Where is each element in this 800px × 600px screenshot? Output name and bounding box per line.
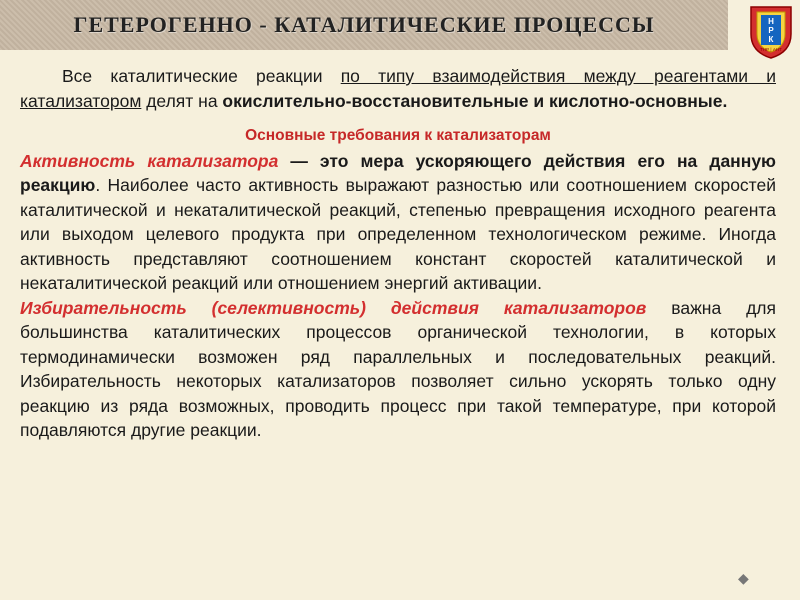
selectivity-term: Избирательность (селективность) действия катализаторов <box>20 297 647 318</box>
selectivity-paragraph: Избирательность (селективность) действия катализаторов важна для большинства каталитических процессов органической технологии, в которых термодинамически возможен ряд параллельных и последовательных реакций. Избирательность некоторых катализаторов позволяет сильно ускорять только одну реакцию из ряда возможных, проводить процесс при такой температуре, при которой подавляются другие реакции. <box>20 297 776 441</box>
intro-paragraph: Все каталитические реакции по типу взаимодействия между реагентами и катализатором делят на окислительно-восстановительные и кислотно-основные. <box>20 66 776 111</box>
slide-nav-icon[interactable]: ◆ <box>738 570 749 586</box>
logo-caption: ТНР | АНТ <box>760 47 782 52</box>
title-bar <box>0 0 728 50</box>
shield-logo-icon <box>748 4 794 60</box>
logo-letter-2: Р <box>768 26 774 35</box>
logo-letter-3: К <box>768 35 774 44</box>
activity-term: Активность катализатора <box>20 150 279 171</box>
slide-content <box>20 64 776 443</box>
requirements-heading: Основные требования к катализаторам <box>245 127 551 144</box>
page-title: ГЕТЕРОГЕННО - КАТАЛИТИЧЕСКИЕ ПРОЦЕССЫ <box>73 12 655 37</box>
activity-paragraph: Активность катализатора — это мера ускоряющего действия его на данную реакцию. Наиболее часто активность выражают разностью или соотношением скоростей каталитической и некаталитической реакций, степенью превращения исходного реагента или выходом целевого продукта при определенном технологическом режиме. Иногда активность представляют соотношением констант скоростей каталитической и некаталитической реакций или отношением энергий активации. <box>20 150 776 294</box>
logo-letter-1: Н <box>768 17 774 26</box>
